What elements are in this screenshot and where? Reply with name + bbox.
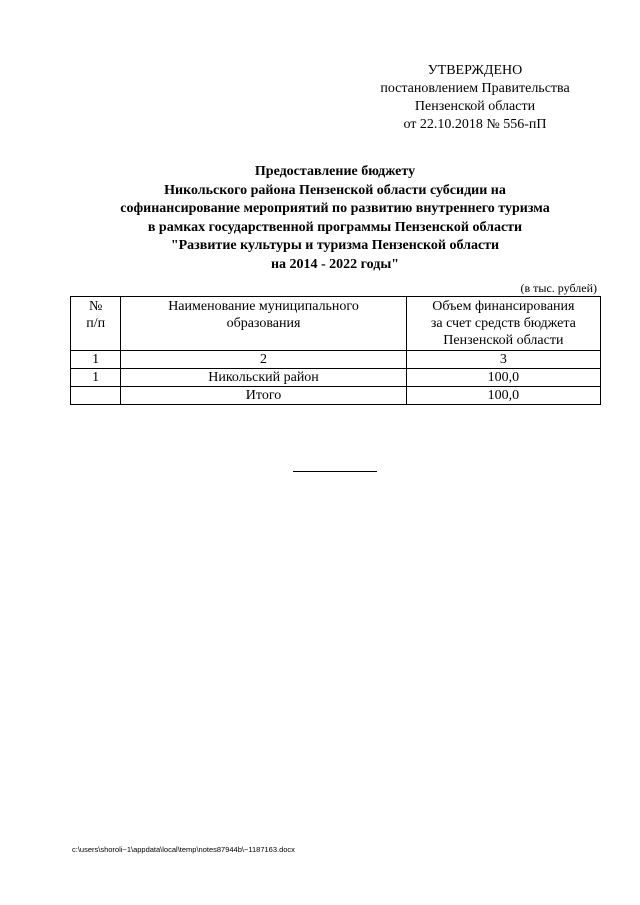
table-cell: 3 <box>406 351 600 369</box>
header-text: образования <box>226 316 301 331</box>
table-header-row <box>71 297 601 351</box>
table-cell: 1 <box>71 369 121 387</box>
approval-date-number: от 22.10.2018 № 556-пП <box>403 117 547 132</box>
document-title <box>70 163 600 274</box>
table-total-row <box>71 387 601 405</box>
table-cell <box>71 387 121 405</box>
table-cell: Итого <box>121 387 406 405</box>
table-cell: 100,0 <box>406 387 600 405</box>
table-cell: 100,0 <box>406 369 600 387</box>
financing-table <box>70 296 601 405</box>
table-cell: 1 <box>71 351 121 369</box>
table-cell: Никольский район <box>121 369 406 387</box>
table-row <box>71 351 601 369</box>
title-line: Предоставление бюджету <box>254 164 416 179</box>
file-path-footer: c:\users\shoroli~1\appdata\local\temp\notes87944b\~1187163.docx <box>72 845 295 854</box>
title-line: Никольского района Пензенской области субсидии на <box>164 182 506 198</box>
end-divider <box>293 471 377 472</box>
header-text: № <box>88 299 103 314</box>
units-note: (в тыс. рублей) <box>520 281 597 295</box>
table-cell: 2 <box>121 351 406 369</box>
header-text: за счет средств бюджета <box>430 316 576 331</box>
title-line: в рамках государственной программы Пензенской области <box>147 219 523 235</box>
approval-heading: УТВЕРЖДЕНО <box>427 63 523 78</box>
header-municipality <box>121 297 406 351</box>
header-text: Объем финансирования <box>432 299 575 314</box>
approval-stamp <box>360 62 590 134</box>
title-line: на 2014 - 2022 годы" <box>270 256 400 272</box>
approval-line: Пензенской области <box>414 99 536 114</box>
approval-line: постановлением Правительства <box>380 81 570 96</box>
title-line: "Развитие культуры и туризма Пензенской области <box>170 238 500 253</box>
header-text: Пензенской области <box>443 333 564 348</box>
header-text: п/п <box>86 316 106 331</box>
header-number <box>71 297 121 351</box>
title-line: софинансирование мероприятий по развитию внутреннего туризма <box>120 201 550 216</box>
header-text: Наименование муниципального <box>168 299 359 314</box>
header-financing <box>406 297 600 351</box>
table-row <box>71 369 601 387</box>
